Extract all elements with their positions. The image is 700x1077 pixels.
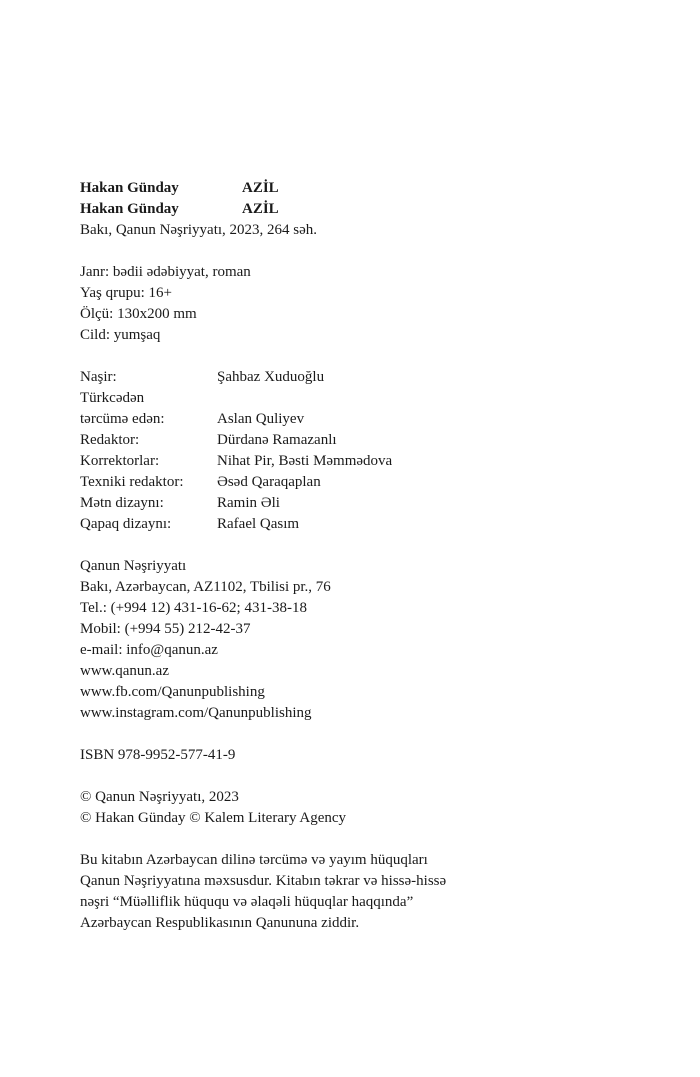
credit-role: Texniki redaktor: (80, 474, 184, 490)
copyright-line: © Qanun Nəşriyyatı, 2023 (80, 789, 239, 805)
credit-name: Rafael Qasım (217, 516, 300, 532)
credit-role: Türkcədən (80, 390, 145, 406)
publisher-instagram: www.instagram.com/Qanunpublishing (80, 705, 312, 721)
title-row (80, 199, 640, 220)
credit-role: Mətn dizaynı: (80, 495, 164, 511)
specs-block (80, 262, 640, 346)
credit-name: Ramin Əli (217, 495, 280, 511)
credit-name: Şahbaz Xuduoğlu (217, 369, 325, 385)
publisher-facebook: www.fb.com/Qanunpublishing (80, 684, 265, 700)
credit-name: Dürdanə Ramazanlı (217, 432, 337, 448)
credit-role: Naşir: (80, 369, 117, 385)
credit-role: Korrektorlar: (80, 453, 160, 469)
publisher-website: www.qanun.az (80, 663, 169, 679)
spec-binding: Cild: yumşaq (80, 327, 161, 343)
credit-row (80, 430, 640, 451)
publisher-email: e-mail: info@qanun.az (80, 642, 218, 658)
spec-age-group: Yaş qrupu: 16+ (80, 285, 172, 301)
copyright-page (80, 178, 640, 934)
imprint-line: Bakı, Qanun Nəşriyyatı, 2023, 264 səh. (80, 222, 318, 238)
credit-row (80, 367, 640, 388)
publisher-address: Bakı, Azərbaycan, AZ1102, Tbilisi pr., 76 (80, 579, 331, 595)
book-title: AZİL (242, 180, 279, 196)
credit-name: Nihat Pir, Bəsti Məmmədova (217, 453, 393, 469)
notice-line: Qanun Nəşriyyatına məxsusdur. Kitabın təkrar və hissə-hissə (80, 873, 447, 889)
author-name: Hakan Günday (80, 201, 179, 217)
credit-row (80, 514, 640, 535)
credit-row (80, 472, 640, 493)
credit-row (80, 493, 640, 514)
publisher-mobile: Mobil: (+994 55) 212-42-37 (80, 621, 251, 637)
notice-line: Azərbaycan Respublikasının Qanununa ziddir. (80, 915, 360, 931)
credits-block (80, 367, 640, 535)
author-name: Hakan Günday (80, 180, 179, 196)
publisher-phone: Tel.: (+994 12) 431-16-62; 431-38-18 (80, 600, 307, 616)
credit-role: Redaktor: (80, 432, 140, 448)
rights-notice (80, 850, 640, 934)
book-title: AZİL (242, 201, 279, 217)
credit-name: Əsəd Qaraqaplan (217, 474, 321, 490)
credit-role: tərcümə edən: (80, 411, 165, 427)
notice-line: Bu kitabın Azərbaycan dilinə tərcümə və yayım hüquqları (80, 852, 428, 868)
notice-line: nəşri “Müəlliflik hüququ və əlaqəli hüquqlar haqqında” (80, 894, 414, 910)
copyright-line: © Hakan Günday © Kalem Literary Agency (80, 810, 347, 826)
title-row (80, 178, 640, 199)
isbn: ISBN 978-9952-577-41-9 (80, 747, 236, 763)
spec-size: Ölçü: 130x200 mm (80, 306, 197, 322)
spec-genre: Janr: bədii ədəbiyyat, roman (80, 264, 251, 280)
publisher-contact-block (80, 556, 640, 724)
title-block (80, 178, 640, 241)
credit-role: Qapaq dizaynı: (80, 516, 172, 532)
credit-name: Aslan Quliyev (217, 411, 305, 427)
credit-row (80, 409, 640, 430)
publisher-name: Qanun Nəşriyyatı (80, 558, 187, 574)
credit-row (80, 451, 640, 472)
credit-row (80, 388, 640, 409)
copyright-block (80, 787, 640, 829)
